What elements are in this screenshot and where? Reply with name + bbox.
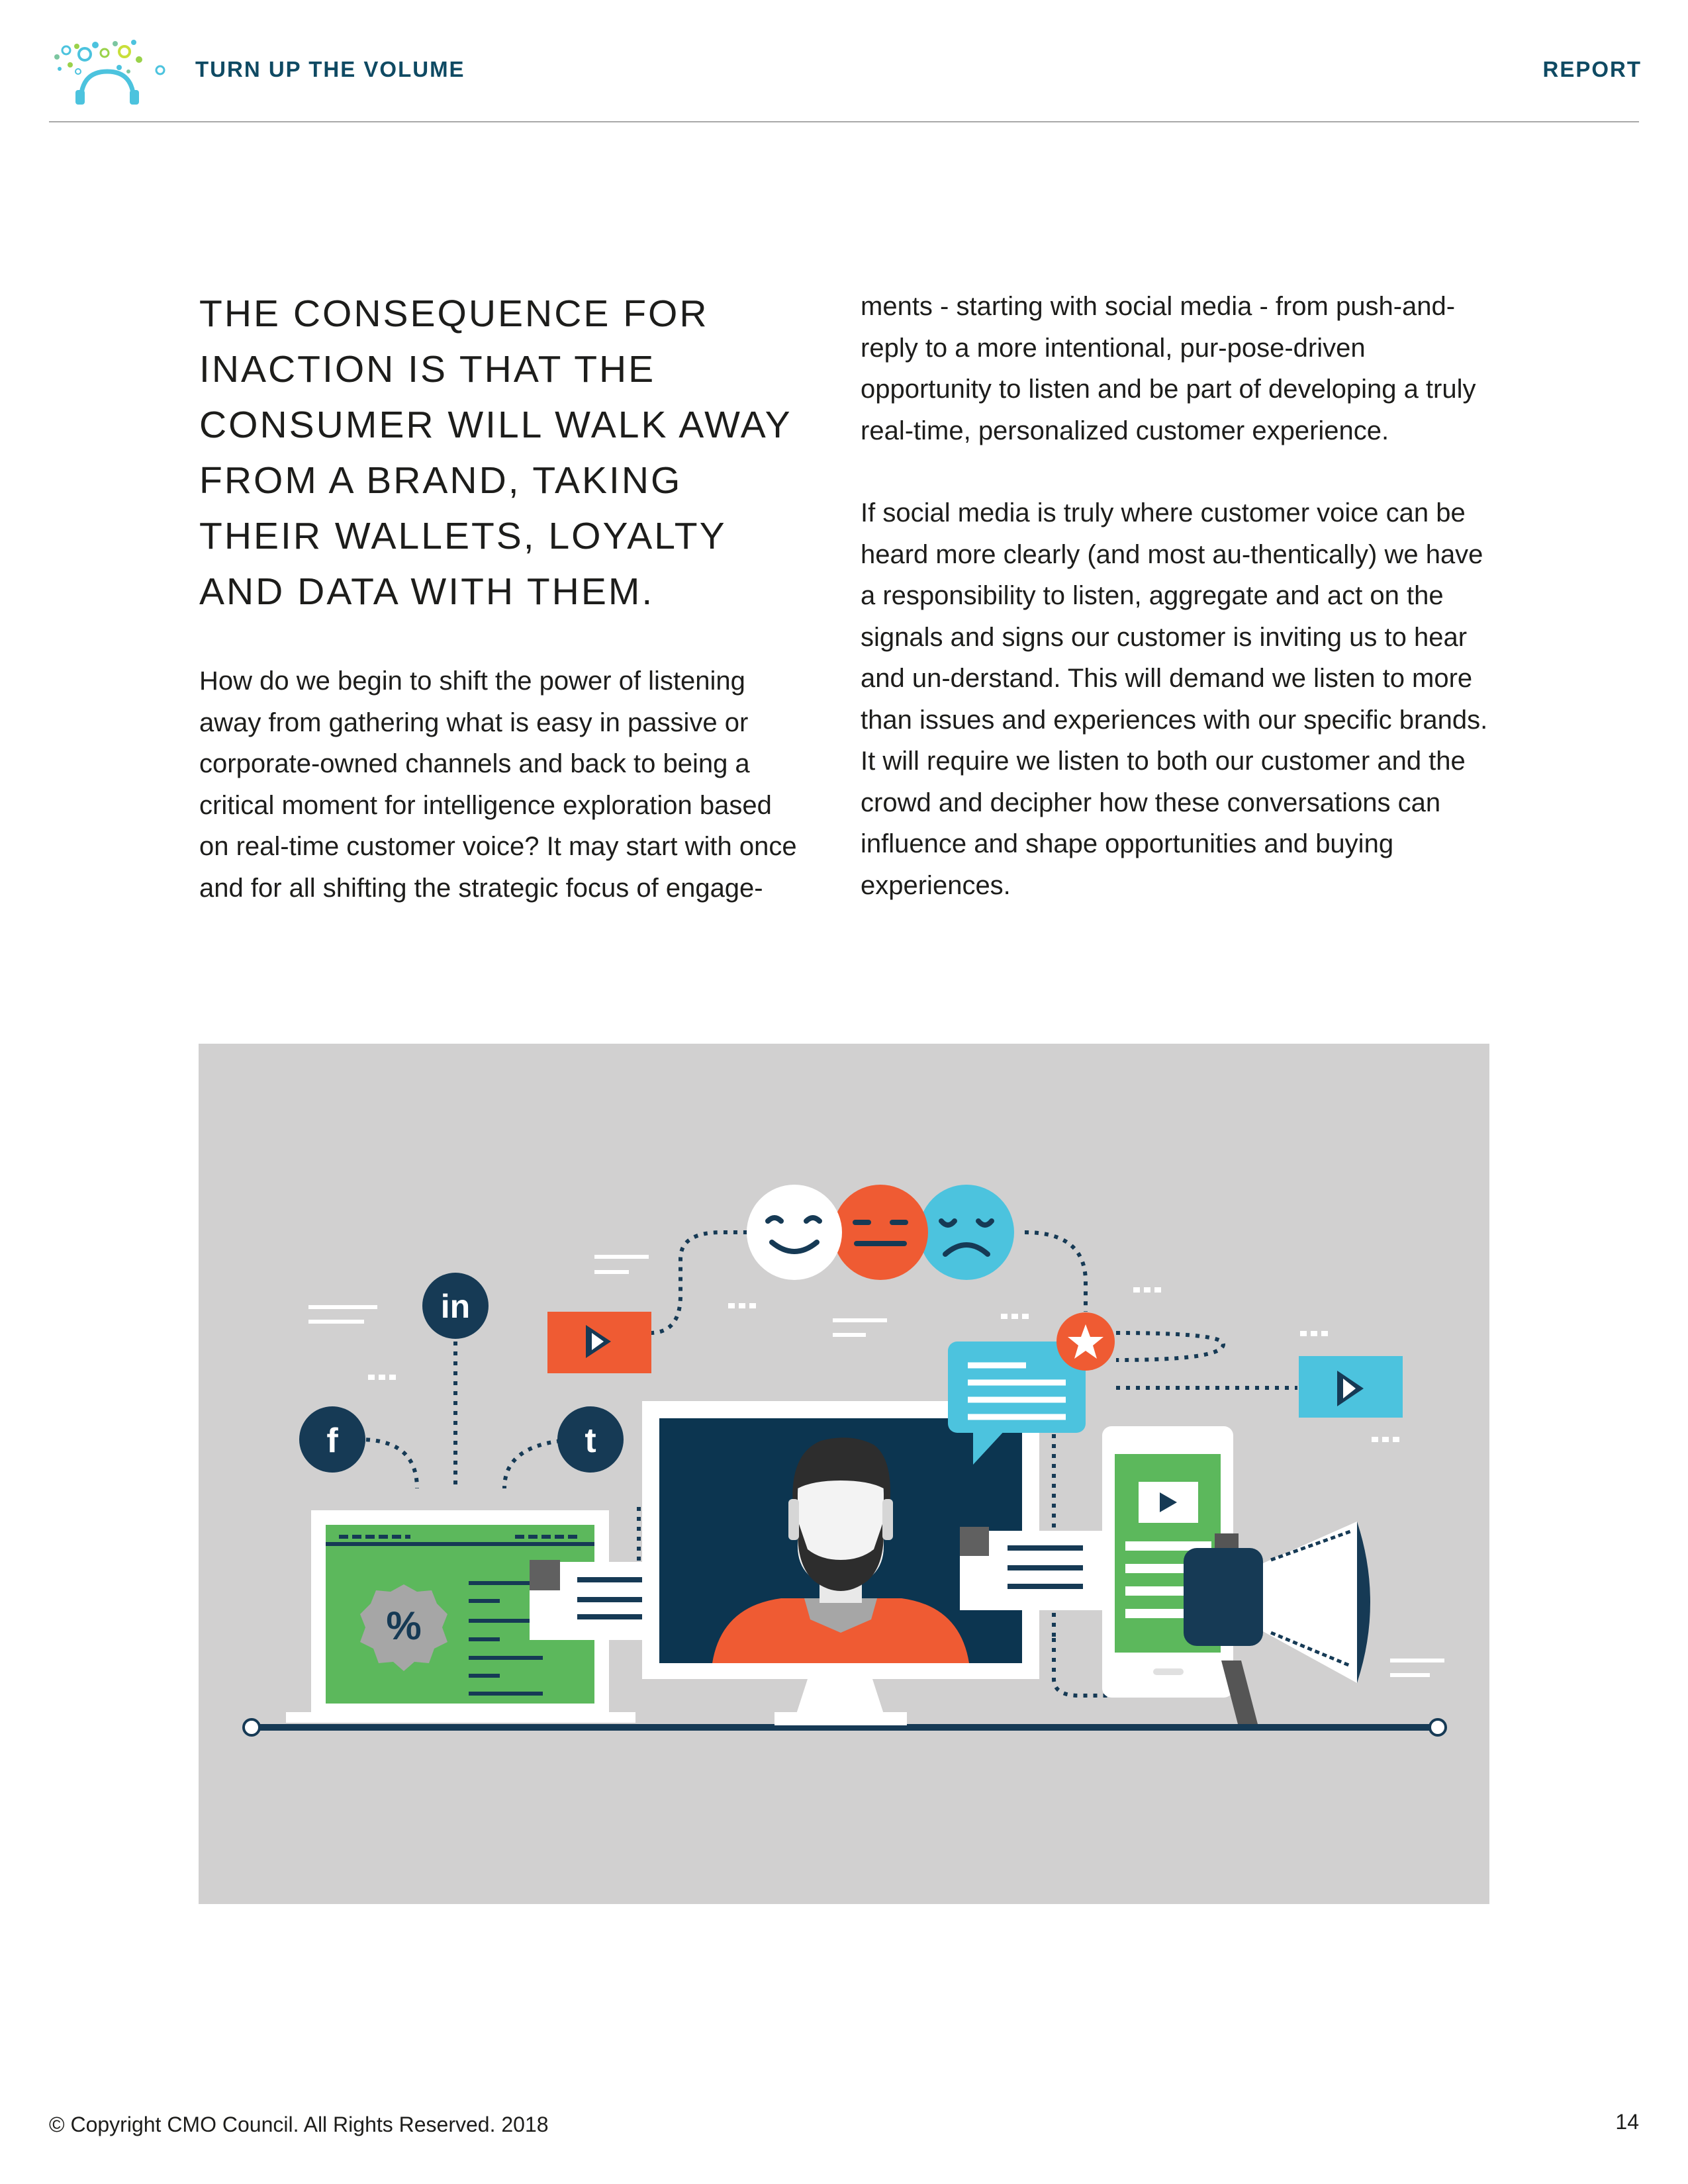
discount-glyph: %	[386, 1604, 422, 1648]
right-paragraph-2: If social media is truly where customer voice can be heard more clearly (and most au-thentically) we have a responsibility to listen, aggregate and act on the signals and signs our customer is inviting us to hear and un-derstand. This will demand we listen to more than issues and experiences with our specific brands. It will require we listen to both our customer and the crowd and decipher how these conversations can influence and shape opportunities and buying experiences.	[861, 498, 1488, 900]
left-column	[199, 286, 808, 909]
right-paragraph-1: ments - starting with social media - from push-and-reply to a more intentional, pur-pose-driven opportunity to listen and be part of developing a truly real-time, personalized customer experience.	[861, 292, 1476, 445]
publication-title: TURN UP THE VOLUME	[195, 57, 465, 81]
pull-quote: THE CONSEQUENCE FOR INACTION IS THAT THE CONSUMER WILL WALK AWAY FROM A BRAND, TAKING THEIR WALLETS, LOYALTY AND DATA WITH THEM.	[199, 293, 792, 613]
copyright-notice: © Copyright CMO Council. All Rights Reserved. 2018	[49, 2113, 549, 2136]
sentiment-faces	[747, 1185, 1014, 1280]
turn-up-the-volume-logo	[46, 30, 172, 110]
left-paragraph: How do we begin to shift the power of listening away from gathering what is easy in passive or corporate-owned channels and back to being a critical moment for intelligence exploration based on real-time customer voice? It may start with once and for all shifting the strategic focus of engage-	[199, 666, 797, 903]
right-column	[861, 286, 1496, 906]
social-listening-illustration	[199, 1044, 1489, 1904]
report-label: REPORT	[1542, 57, 1642, 81]
facebook-icon: f	[326, 1422, 338, 1460]
linkedin-icon: in	[440, 1288, 471, 1325]
page-number: 14	[1615, 2110, 1639, 2134]
twitter-icon: t	[585, 1422, 596, 1460]
header-divider	[49, 121, 1639, 122]
